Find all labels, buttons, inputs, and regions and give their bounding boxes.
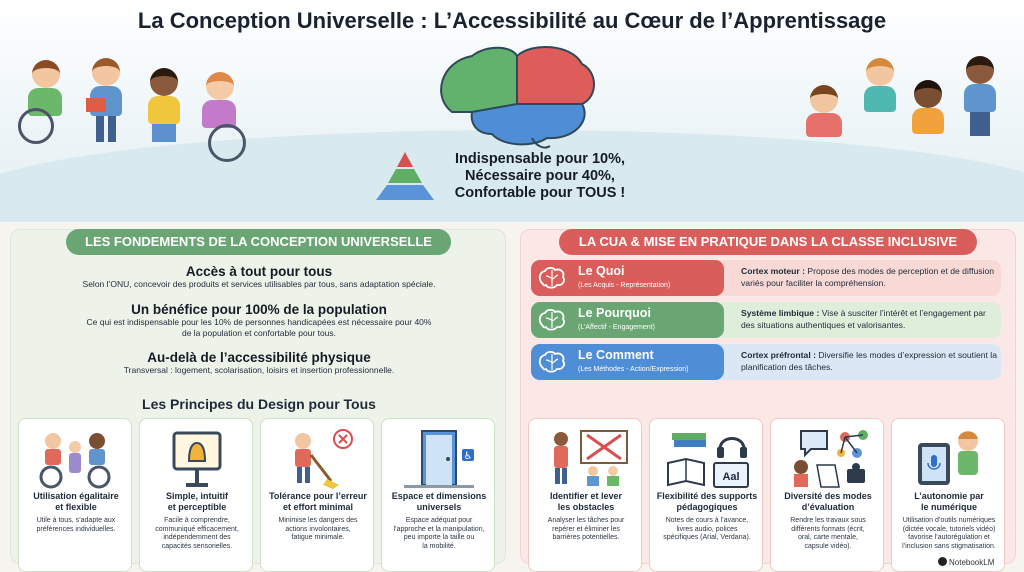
card-title xyxy=(775,491,881,513)
card-text-line: Minimise les dangers des xyxy=(278,517,358,524)
fondement-title: Accès à tout pour tous xyxy=(185,264,333,279)
inclusive-children-icon xyxy=(31,427,121,489)
brand-label: NotebookLM xyxy=(949,558,995,567)
fondement-title: Un bénéfice pour 100% de la population xyxy=(131,302,387,317)
card-title-line: Identifier et lever xyxy=(549,491,623,501)
card-title-line: et perceptible xyxy=(167,502,227,512)
band-comment xyxy=(531,344,1001,380)
page-title: La Conception Universelle : L’Accessibilité au Cœur de l’Apprentissage xyxy=(137,8,887,33)
card-title xyxy=(23,491,129,513)
brain-icon xyxy=(538,350,566,374)
card-text-line: l’approche et la manipulation, xyxy=(393,525,485,533)
child-reading-illustration xyxy=(86,58,126,143)
practice-card xyxy=(770,418,884,572)
card-text xyxy=(23,517,129,534)
band-quoi xyxy=(531,260,1001,296)
card-title-line: Diversité des modes xyxy=(784,491,872,501)
card-text-line: oral, carte mentale, xyxy=(798,534,858,542)
card-text-line: indépendemment des xyxy=(163,534,231,542)
card-title-line: le numérique xyxy=(920,502,977,512)
bell-sign-icon xyxy=(152,427,242,489)
practice-card xyxy=(649,418,763,572)
band-region: Système limbique : xyxy=(741,308,820,318)
tablet-child-icon xyxy=(904,427,994,489)
principle-card xyxy=(260,418,374,572)
svg-text:♿: ♿ xyxy=(463,451,473,462)
card-title xyxy=(533,491,639,513)
card-title-line: et effort minimal xyxy=(282,502,353,512)
card-title xyxy=(265,491,371,513)
band-pourquoi xyxy=(531,302,1001,338)
card-text-line: spécifiques (Arial, Verdana). xyxy=(663,534,751,542)
hero-banner xyxy=(0,0,1024,222)
card-text-line: capacités sensorielles. xyxy=(161,542,233,550)
band-region: Cortex préfrontal : xyxy=(741,350,816,360)
card-text xyxy=(533,517,639,543)
principle-card xyxy=(381,418,495,572)
card-title-line: Flexibilité des supports xyxy=(656,491,758,501)
card-title xyxy=(654,491,760,513)
cua-panel xyxy=(520,229,1016,564)
fondements-panel xyxy=(10,229,506,564)
child-book-illustration xyxy=(906,80,950,155)
band-region: Cortex moteur : xyxy=(741,266,805,276)
fondement-text: Transversal : logement, scolarisation, loisirs et insertion professionnelle. xyxy=(123,365,395,375)
card-text xyxy=(386,517,492,551)
card-text-line: Analyser les tâches pour xyxy=(547,517,625,524)
child-sitting-illustration xyxy=(858,58,902,133)
child-tablet-illustration xyxy=(958,56,1002,141)
child-wheelchair-illustration xyxy=(18,60,78,145)
card-title xyxy=(144,491,250,513)
band-tag xyxy=(531,260,724,296)
card-text-line: Utilisation d’outils numériques xyxy=(902,517,996,524)
card-title-line: et flexible xyxy=(55,502,97,512)
card-text xyxy=(144,517,250,551)
card-title-line: Simple, intuitif xyxy=(166,491,228,501)
card-text xyxy=(265,517,371,543)
card-text-line: (dictée vocale, tutoriels vidéo) xyxy=(902,525,996,533)
band-description xyxy=(741,349,999,373)
fondement-text: Ce qui est indispensable pour les 10% de personnes handicapées est nécessaire pour 40% xyxy=(86,317,432,327)
card-text xyxy=(654,517,760,543)
pyramid-icon xyxy=(374,150,436,202)
tagline xyxy=(440,151,640,202)
practice-card xyxy=(891,418,1005,572)
books-headphones-icon xyxy=(662,427,752,489)
card-text-line: l’inclusion sans stigmatisation. xyxy=(902,542,996,550)
card-text-line: peu importe la taille ou xyxy=(403,534,475,542)
card-text-line: favorise l’autorégulation et xyxy=(908,534,990,542)
child-wheelchair-girl-illustration xyxy=(194,72,250,164)
card-title-line: universels xyxy=(416,502,462,512)
speech-mindmap-icon xyxy=(783,427,873,489)
principes-title: Les Principes du Design pour Tous xyxy=(142,396,376,412)
fondement-title: Au-delà de l’accessibilité physique xyxy=(147,350,371,365)
card-text-line: communiqué efficacement, xyxy=(155,525,239,533)
tagline-line-1: Indispensable pour 10%, xyxy=(454,151,625,167)
card-text-line: actions involontaires, xyxy=(285,525,351,533)
cua-header: LA CUA & MISE EN PRATIQUE DANS LA CLASSE INCLUSIVE xyxy=(559,229,977,255)
band-title: Le Quoi xyxy=(578,264,625,278)
teacher-board-icon xyxy=(541,427,631,489)
card-title-line: les obstacles xyxy=(557,502,615,512)
card-title xyxy=(896,491,1002,513)
card-title-line: Tolérance pour l’erreur xyxy=(269,491,367,501)
band-subtitle: (L’Affectif - Engagement) xyxy=(578,324,655,331)
card-title-line: Utilisation égalitaire xyxy=(33,491,119,501)
brain-icon xyxy=(538,266,566,290)
fondements-header: LES FONDEMENTS DE LA CONCEPTION UNIVERSELLE xyxy=(66,229,451,255)
card-text-line: Facile à comprendre, xyxy=(164,517,230,524)
card-title xyxy=(386,491,492,513)
brain-illustration xyxy=(432,42,602,150)
brand-watermark xyxy=(938,557,994,567)
card-text-line: fatigue minimale. xyxy=(291,534,345,542)
band-subtitle: (Les Méthodes - Action/Expression) xyxy=(578,366,689,373)
practice-card xyxy=(528,418,642,572)
band-text: Propose des modes de perception et de diffusion variés pour faciliter la compréhension. xyxy=(741,266,995,288)
band-text: Diversifie les modes d’expression et soutient la planification des tâches. xyxy=(741,350,997,372)
card-text-line: capsule vidéo). xyxy=(804,542,852,550)
card-title-line: Espace et dimensions xyxy=(391,491,487,501)
band-tag xyxy=(531,302,724,338)
font-badge: Aal xyxy=(722,471,740,483)
child-dancing-illustration xyxy=(140,68,188,153)
card-title-line: d’évaluation xyxy=(801,502,855,512)
notebooklm-icon xyxy=(938,557,947,566)
band-description xyxy=(741,265,999,289)
band-text: Vise à susciter l’intérêt et l’engagement par des situations authentiques et valorisantes. xyxy=(741,308,986,330)
fondement-text: de la population et confortable pour tous. xyxy=(181,328,337,338)
card-text-line: repérer et éliminer les xyxy=(552,525,620,533)
band-title: Le Pourquoi xyxy=(578,306,651,320)
card-text-line: différents formats (écrit, xyxy=(791,525,865,533)
principle-card xyxy=(139,418,253,572)
card-text-line: Notes de cours à l’avance, xyxy=(665,517,749,524)
tagline-line-3: Confortable pour TOUS ! xyxy=(454,185,626,201)
fondement-benefice xyxy=(11,302,507,339)
card-text-line: livres audio, polices xyxy=(676,525,738,533)
card-text xyxy=(775,517,881,551)
principle-card xyxy=(18,418,132,572)
card-text-line: Espace adéquat pour xyxy=(405,517,473,524)
band-tag xyxy=(531,344,724,380)
card-text-line: la mobilité. xyxy=(422,542,456,550)
tagline-line-2: Nécessaire pour 40%, xyxy=(465,168,615,184)
band-title: Le Comment xyxy=(578,348,654,362)
child-playing-illustration xyxy=(800,85,850,160)
fondement-transversal xyxy=(11,350,507,376)
wide-door-icon xyxy=(394,427,484,489)
card-text-line: Rendre les travaux sous xyxy=(790,517,866,524)
card-text-line: barrières potentielles. xyxy=(552,534,620,542)
fondement-acces xyxy=(11,264,507,290)
sweeping-child-icon xyxy=(273,427,363,489)
card-text xyxy=(896,517,1002,551)
band-subtitle: (Les Acquis - Représentation) xyxy=(578,282,671,289)
brain-icon xyxy=(538,308,566,332)
card-text-line: préférences individuelles. xyxy=(36,525,116,533)
band-description xyxy=(741,307,999,331)
card-text-line: Utile à tous, s’adapte aux xyxy=(36,517,116,524)
card-title-line: L’autonomie par xyxy=(914,491,984,501)
card-title-line: pédagogiques xyxy=(676,502,738,512)
fondement-text: Selon l’ONU, concevoir des produits et services utilisables par tous, sans adaptation spéciale. xyxy=(82,279,436,289)
